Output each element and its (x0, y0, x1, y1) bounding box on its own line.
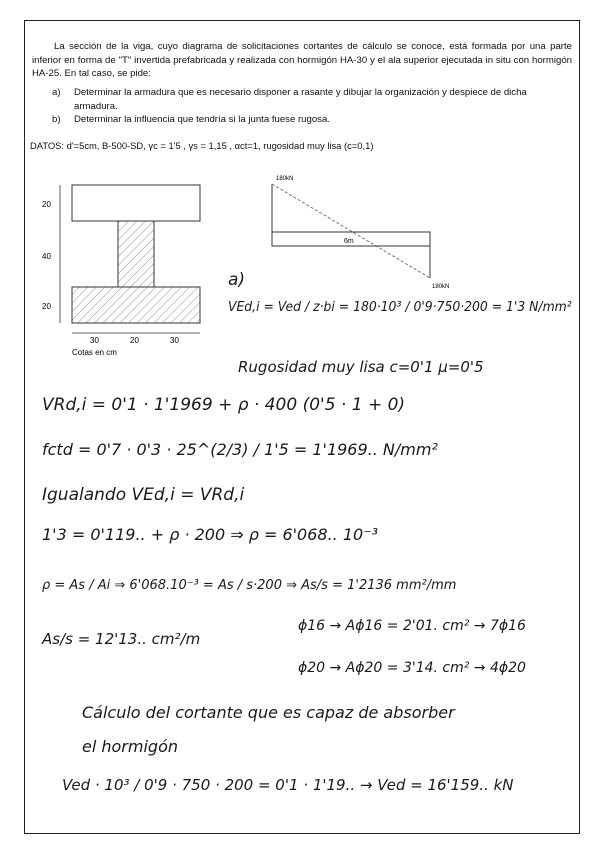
dim-bottom-middle: 20 (130, 336, 139, 345)
handwritten-line: ρ = As / Ai ⇒ 6'068.10⁻³ = As / s·200 ⇒ As/s = 1'2136 mm²/mm (42, 578, 457, 593)
dim-left-top: 20 (42, 200, 51, 209)
question-tag: a) (52, 87, 61, 98)
handwritten-line: 1'3 = 0'119.. + ρ · 200 ⇒ ρ = 6'068.. 10⁻³ (42, 525, 379, 544)
top-flange (72, 185, 200, 221)
handwritten-line: VEd,i = Ved / z·bi = 180·10³ / 0'9·750·200 = 1'3 N/mm² (228, 300, 572, 315)
shear-top-label: 180kN (276, 176, 294, 182)
dim-left-bottom: 20 (42, 302, 51, 311)
shear-line (272, 184, 430, 278)
span-label: 6m (344, 238, 354, 245)
bottom-flange (72, 287, 200, 323)
handwritten-line: Ved · 10³ / 0'9 · 750 · 200 = 0'1 · 1'19.. → Ved = 16'159.. kN (62, 776, 514, 794)
section-figure (30, 175, 220, 360)
question-text: Determinar la influencia que tendría si la junta fuese rugosa. (74, 114, 330, 125)
handwritten-line: ϕ16 → Aϕ16 = 2'01. cm² → 7ϕ16 (298, 618, 526, 634)
shear-bottom-label: 180kN (432, 284, 450, 290)
question-list (32, 86, 572, 127)
handwritten-line: Cálculo del cortante que es capaz de absorber (82, 703, 455, 722)
figure-caption: Cotas en cm (72, 348, 117, 357)
problem-statement: La sección de la viga, cuyo diagrama de solicitaciones cortantes de cálculo se conoce, está formada por una parte inferior en forma de "T" invertida prefabricada y realizada con hormigón HA-30 y el ala superior ejecutada in situ con hormigón HA-25. En tal caso, se pide: (32, 41, 572, 79)
question-item-b (52, 113, 572, 127)
handwritten-line: VRd,i = 0'1 · 1'1969 + ρ · 400 (0'5 · 1 + 0) (42, 395, 406, 415)
dim-left-middle: 40 (42, 252, 51, 261)
handwritten-line: As/s = 12'13.. cm²/m (42, 630, 201, 648)
question-tag: b) (52, 114, 61, 125)
web (118, 221, 154, 287)
handwritten-line: fctd = 0'7 · 0'3 · 25^(2/3) / 1'5 = 1'1969.. N/mm² (42, 440, 438, 459)
handwritten-line: Igualando VEd,i = VRd,i (42, 485, 245, 505)
question-text: Determinar la armadura que es necesario disponer a rasante y dibujar la organización y despiece de dicha armadura. (74, 87, 527, 112)
data-line: DATOS: d'=5cm, B-500-SD, γc = 1'5 , γs = 1,15 , αct=1, rugosidad muy lisa (c=0,1) (30, 140, 374, 151)
shear-diagram (262, 170, 462, 295)
question-item-a (52, 86, 572, 113)
handwritten-line: Rugosidad muy lisa c=0'1 μ=0'5 (238, 358, 484, 376)
handwritten-line: ϕ20 → Aϕ20 = 3'14. cm² → 4ϕ20 (298, 660, 526, 676)
dim-bottom-right: 30 (170, 336, 179, 345)
handwritten-line: el hormigón (82, 737, 178, 756)
dim-bottom-left: 30 (90, 336, 99, 345)
handwritten-line: a) (228, 270, 246, 290)
